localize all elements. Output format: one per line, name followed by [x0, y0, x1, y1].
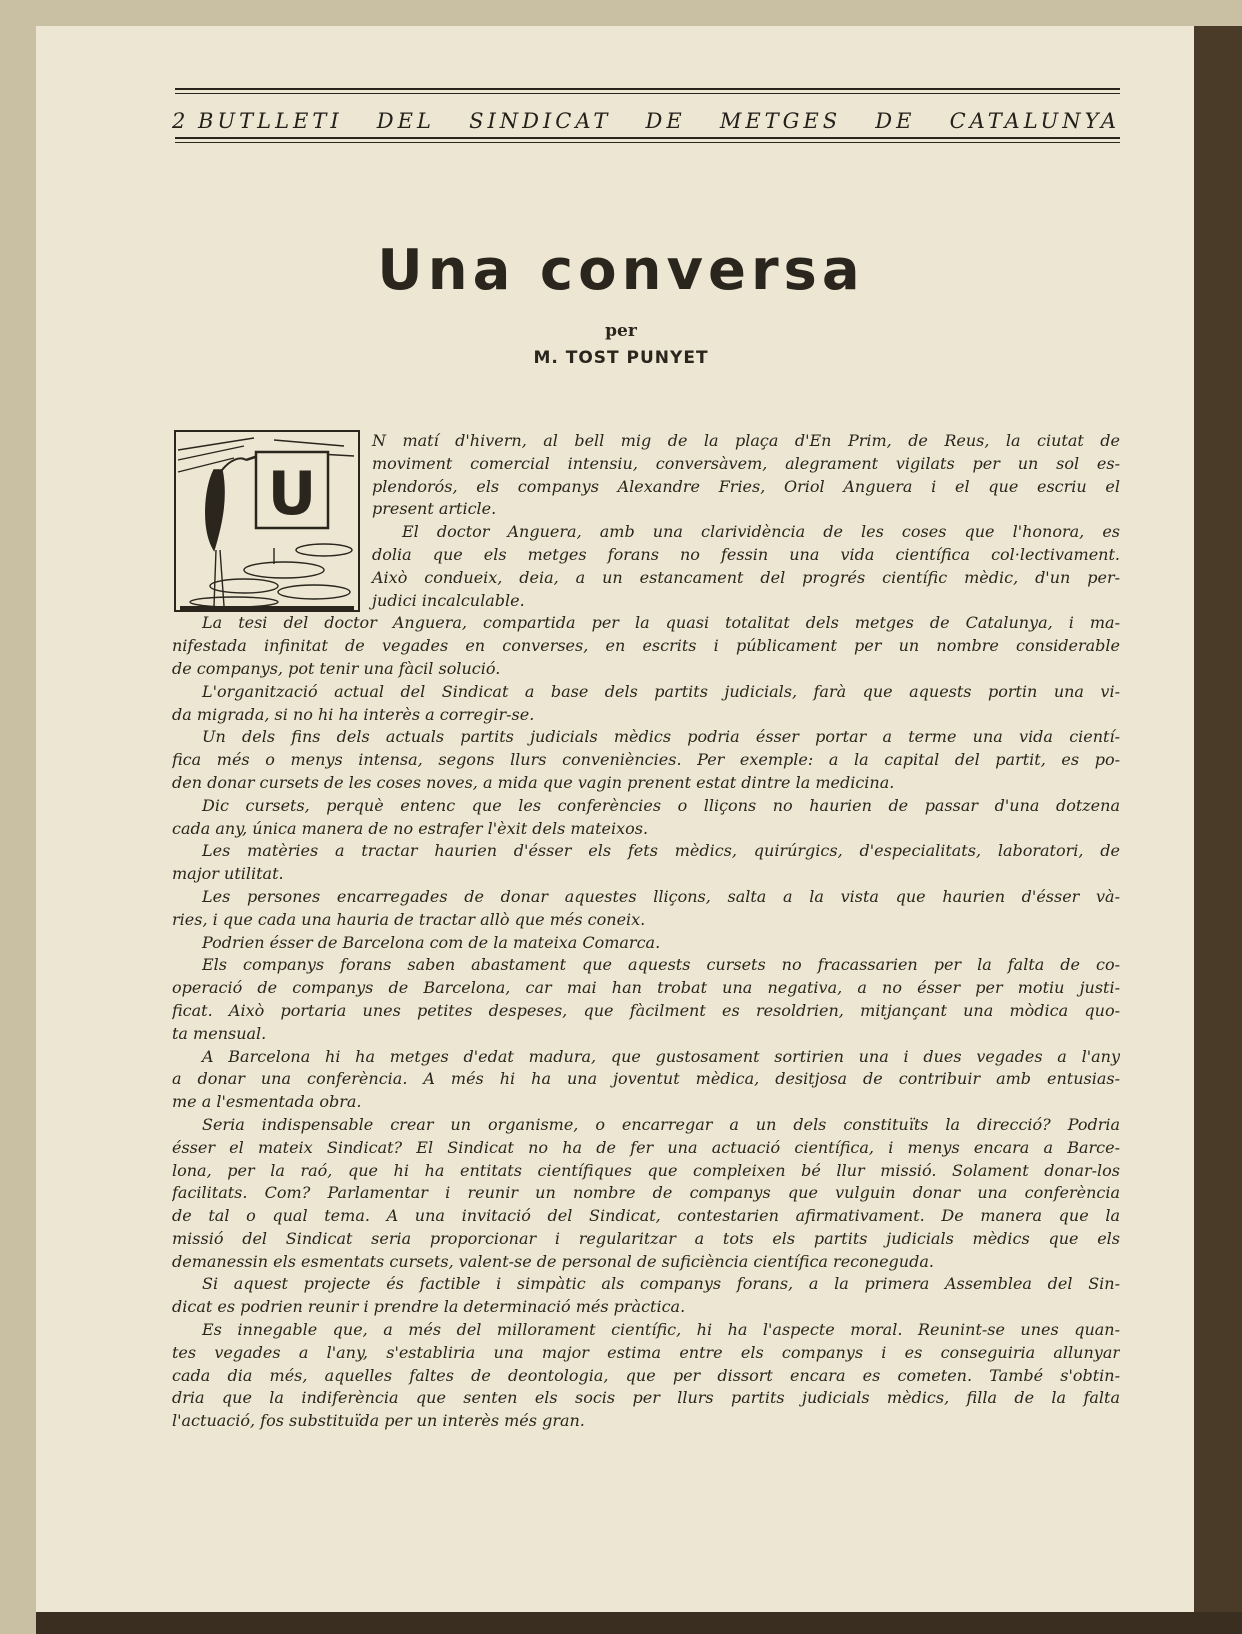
text-line: moviment comercial intensiu, conversàvem, alegrament vigilats per un sol es- — [372, 453, 1120, 473]
text-line: de tal o qual tema. A una invitació del Sindicat, contestarien afirmativament. De manera que la — [172, 1206, 1120, 1226]
text-line: dicat es podrien reunir i prendre la determinació més pràctica. — [172, 1297, 686, 1317]
text-line: Seria indispensable crear un organisme, o encarregar a un dels constituïts la direcció? Podria — [202, 1114, 1120, 1134]
drop-cap-letter: U — [267, 459, 317, 529]
text-line: A Barcelona hi ha metges d'edat madura, que gustosament sortirien una i dues vegades a l'any — [202, 1046, 1120, 1066]
article-title: Una conversa — [377, 238, 865, 303]
text-line: Les matèries a tractar haurien d'ésser els fets mèdics, quirúrgics, d'especialitats, laboratori, de — [202, 841, 1120, 861]
text-line: de companys, pot tenir una fàcil solució. — [172, 658, 501, 678]
text-line: lona, per la raó, que hi ha entitats científiques que compleixen bé llur missió. Solament donar-los — [172, 1160, 1120, 1180]
running-head — [172, 106, 1120, 136]
text-line: ta mensual. — [172, 1023, 267, 1043]
byline-per: per — [605, 321, 637, 341]
text-line: ficat. Això portaria unes petites despeses, que fàcilment es resoldrien, mitjançant una mòdica quo- — [172, 1000, 1120, 1020]
text-line: present article. — [372, 499, 497, 519]
text-line: La tesi del doctor Anguera, compartida per la quasi totalitat dels metges de Catalunya, i ma- — [202, 613, 1120, 633]
header-rule-top — [175, 88, 1120, 90]
text-line: Es innegable que, a més del millorament científic, hi ha l'aspecte moral. Reunint-se unes quan- — [202, 1320, 1120, 1340]
text-line: fica més o menys intensa, segons llurs conveniències. Per exemple: a la capital del partit, es po- — [172, 750, 1120, 770]
byline-author: M. TOST PUNYET — [533, 348, 709, 368]
text-line: dria que la indiferència que senten els socis per llurs partits judicials mèdics, filla de la falta — [172, 1388, 1120, 1408]
text-line: Un dels fins dels actuals partits judicials mèdics podria ésser portar a terme una vida cientí- — [202, 727, 1120, 747]
text-line: demanessin els esmentats cursets, valent-se de personal de suficiència científica reconeguda. — [172, 1251, 934, 1271]
header-rule-bottom-thin — [175, 142, 1120, 143]
text-line: missió del Sindicat seria proporcionar i regularitzar a tots els partits judicials mèdics que els — [172, 1228, 1120, 1248]
text-line: Això condueix, deia, a un estancament del progrés científic mèdic, d'un per- — [372, 567, 1120, 587]
text-line: cada dia més, aquelles faltes de deontologia, que per dissort encara es cometen. També s'obtin- — [172, 1365, 1120, 1385]
article-body — [172, 430, 1120, 1433]
text-line: L'organització actual del Sindicat a base dels partits judicials, farà que aquests portin una vi- — [202, 681, 1120, 701]
text-line: da migrada, si no hi ha interès a corregir-se. — [172, 704, 535, 724]
text-line: Si aquest projecte és factible i simpàtic als companys forans, a la primera Assemblea del Sin- — [202, 1274, 1120, 1294]
text-line: ries, i que cada una hauria de tractar allò que més coneix. — [172, 909, 646, 929]
text-line: operació de companys de Barcelona, car mai han trobat una negativa, a no ésser per motiu justi- — [172, 978, 1120, 998]
page-number: 2 — [172, 109, 186, 133]
running-title: BUTLLETI DEL SINDICAT DE METGES DE CATALUNYA — [198, 109, 1120, 133]
header-rule-bottom — [175, 137, 1120, 139]
text-line: nifestada infinitat de vegades en converses, en escrits i públicament per un nombre considerable — [172, 636, 1120, 656]
text-line: Podrien ésser de Barcelona com de la mateixa Comarca. — [202, 932, 661, 952]
text-line: Els companys forans saben abastament que aquests cursets no fracassarien per la falta de co- — [202, 955, 1120, 975]
text-line: a donar una conferència. A més hi ha una joventut mèdica, desitjosa de contribuir amb entusias- — [172, 1069, 1120, 1089]
text-line: N matí d'hivern, al bell mig de la plaça d'En Prim, de Reus, la ciutat de — [372, 431, 1120, 450]
text-line: Les persones encarregades de donar aquestes lliçons, salta a la vista que haurien d'ésser và- — [202, 886, 1120, 906]
text-line: facilitats. Com? Parlamentar i reunir un nombre de companys que vulguin donar una conferència — [172, 1183, 1120, 1203]
text-line: dolia que els metges forans no fessin una vida científica col·lectivament. — [372, 544, 1120, 564]
text-line: me a l'esmentada obra. — [172, 1092, 362, 1112]
text-line: El doctor Anguera, amb una clarividència de les coses que l'honora, es — [402, 522, 1120, 542]
text-line: cada any, única manera de no estrafer l'èxit dels mateixos. — [172, 818, 649, 838]
text-line: plendorós, els companys Alexandre Fries, Oriol Anguera i el que escriu el — [372, 476, 1120, 496]
text-line: judici incalculable. — [372, 590, 525, 610]
text-line: Dic cursets, perquè entenc que les conferències o lliçons no haurien de passar d'una dotzena — [202, 795, 1120, 815]
text-line: tes vegades a l'any, s'establiria una major estima entre els companys i es conseguiria allunyar — [172, 1342, 1120, 1362]
page-bottom-edge — [36, 1612, 1242, 1634]
text-line: den donar cursets de les coses noves, a mida que vagin prenent estat dintre la medicina. — [172, 772, 895, 792]
header-rule-top-thin — [175, 93, 1120, 94]
text-line: ésser el mateix Sindicat? El Sindicat no ha de fer una actuació científica, i menys encara a Barce- — [172, 1137, 1120, 1157]
text-line: l'actuació, fos substituïda per un interès més gran. — [172, 1411, 585, 1431]
text-line: major utilitat. — [172, 864, 284, 884]
